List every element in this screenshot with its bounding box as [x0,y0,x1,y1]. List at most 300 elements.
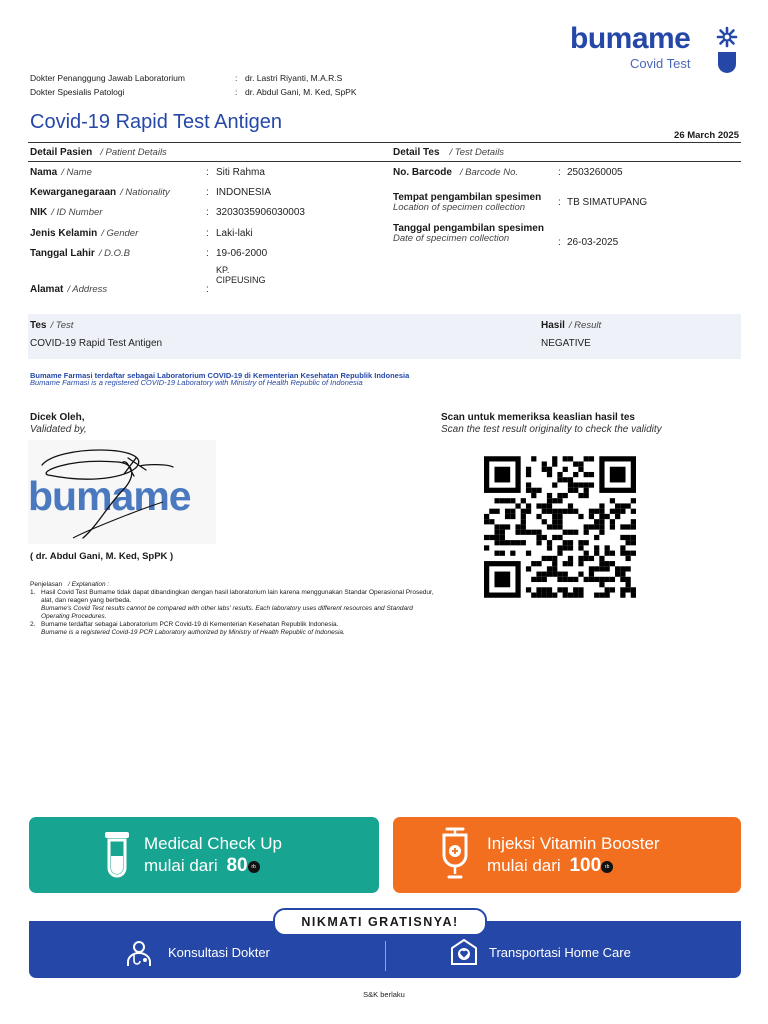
qr-module [578,593,583,598]
qr-module [552,561,557,566]
patient-heading [30,147,167,158]
field-label: Jenis Kelamin [30,228,98,239]
qr-module [531,493,536,498]
qr-module [563,477,568,482]
doctor-label: Dokter Spesialis Patologi [30,87,125,97]
qr-module [542,577,547,582]
vitamin-promo-card[interactable] [393,817,741,893]
test-tube-icon [715,26,739,74]
list-item [30,589,435,621]
qr-module [521,524,526,529]
brand-name: bumame [570,22,691,55]
qr-module [552,498,557,503]
qr-module [578,493,583,498]
qr-module [584,456,589,461]
qr-module [552,456,557,461]
qr-module [631,593,636,598]
qr-module [589,566,594,571]
qr-module [589,456,594,461]
field-collection-date [393,224,558,244]
note-text-en: Bumame is a registered Covid-19 PCR Laboratory authorized by Ministry of Health Republic of Indonesia. [41,629,345,636]
qr-module [552,593,557,598]
qr-module [568,509,573,514]
qr-module [542,587,547,592]
note-text: Hasil Covid Test Bumame tidak dapat dibandingkan dengan hasil laboratorium lain karena menggunakan Standar Operasional Prosedur, alat, dan reagen yang berbeda. [41,589,434,604]
qr-module [526,587,531,592]
field-value: 26-03-2025 [567,237,619,248]
qr-module [531,456,536,461]
result-test-label: Tes [30,320,47,331]
qr-module [615,503,620,508]
qr-module [599,556,604,561]
qr-module [589,572,594,577]
qr-module [573,472,578,477]
qr-module [521,498,526,503]
note-text-en: Bumame's Covid Test results cannot be compared with other labs' results. Each laboratory uses different resources and Standard Operating Procedures. [41,605,413,620]
qr-module [542,572,547,577]
qr-module [568,530,573,535]
qr-module [563,572,568,577]
qr-module [631,524,636,529]
iv-bag-icon [438,827,472,883]
qr-module [526,566,531,571]
vitamin-price: 100 [569,855,602,876]
field-label: NIK [30,207,48,218]
price-unit-badge: rb [601,861,613,873]
qr-module [536,572,541,577]
qr-module [578,467,583,472]
qr-module [589,514,594,519]
qr-module [568,482,573,487]
qr-module [552,556,557,561]
field-label-en: Date of specimen collection [393,233,510,244]
qr-module [584,488,589,493]
qr-module [494,572,510,588]
brand-sub: Covid Test [630,56,691,71]
vitamin-title: Injeksi Vitamin Booster [487,834,660,853]
qr-module [510,551,515,556]
qr-module [557,498,562,503]
result-test-value: COVID-19 Rapid Test Antigen [30,338,163,349]
colon: : [206,167,209,178]
qr-module [568,561,573,566]
qr-module [568,540,573,545]
qr-module [536,593,541,598]
result-panel [28,314,741,359]
field-label: No. Barcode [393,167,452,178]
notes-heading [30,581,109,589]
qr-module [631,535,636,540]
field-label: Nama [30,167,58,178]
qr-module [631,540,636,545]
qr-module [626,551,631,556]
qr-module [626,587,631,592]
qr-module [563,561,568,566]
qr-module [494,509,499,514]
notes-heading-label: Penjelasan [30,581,63,588]
qr-module [626,503,631,508]
qr-module [568,488,573,493]
field-nik [30,207,102,218]
qr-module [557,545,562,550]
qr-module [578,461,583,466]
qr-module [484,545,489,550]
qr-module [547,467,552,472]
qr-module [563,493,568,498]
colon: : [235,87,238,97]
qr-module [615,572,620,577]
qr-module [568,556,573,561]
qr-module [552,572,557,577]
qr-module [578,482,583,487]
colon: : [558,237,561,248]
qr-module [500,535,505,540]
mcu-price: 80 [226,855,248,876]
qr-module [505,540,510,545]
divider [385,941,386,971]
qr-module [557,472,562,477]
qr-module [536,535,541,540]
result-value: NEGATIVE [541,338,591,349]
qr-module [584,551,589,556]
validated-label: Dicek Oleh, [30,412,85,423]
field-label-en: / Address [67,284,108,295]
qr-module [557,509,562,514]
qr-module [620,593,625,598]
qr-module [578,587,583,592]
qr-module [599,514,604,519]
qr-module [563,509,568,514]
qr-module [626,582,631,587]
field-value: 3203035906030003 [216,207,305,218]
note-text: Bumame terdaftar sebagai Laboratorium PCR Covid-19 di Kementerian Kesehatan Republik Indonesia. [41,621,339,628]
qr-module [547,587,552,592]
qr-module [610,551,615,556]
test-heading [393,147,504,158]
validated-label-en: Validated by, [30,424,87,435]
qr-module [620,524,625,529]
qr-module [589,556,594,561]
qr-module [578,572,583,577]
qr-module [515,530,520,535]
qr-module [589,577,594,582]
list-item [30,621,435,637]
qr-module [542,467,547,472]
colon: : [558,167,561,178]
qr-module [494,535,499,540]
qr-module [584,577,589,582]
qr-module [615,509,620,514]
qr-module [515,503,520,508]
qr-module [631,551,636,556]
field-label-en: / D.O.B [98,248,130,259]
qr-module [526,482,531,487]
qr-module [547,572,552,577]
qr-module [542,556,547,561]
result-heading [541,320,601,331]
qr-module [599,566,604,571]
qr-module [531,530,536,535]
qr-module [578,561,583,566]
field-label: Tanggal Lahir [30,248,95,259]
qr-module [626,540,631,545]
field-gender [30,228,138,239]
qr-module [552,482,557,487]
qr-module [605,577,610,582]
patient-heading-label-en: / Patient Details [100,147,167,158]
qr-module [563,456,568,461]
colon: : [206,284,209,295]
colon: : [235,73,238,83]
qr-module [547,540,552,545]
registration-en: Bumame Farmasi is a registered COVID-19 Laboratory with Ministry of Health Republic of Indonesia [30,378,363,387]
field-label: Alamat [30,284,64,295]
mcu-promo-card[interactable] [29,817,379,893]
qr-module [620,545,625,550]
test-heading-label-en: / Test Details [449,147,505,158]
qr-module [620,535,625,540]
qr-module [536,540,541,545]
field-dob [30,248,130,259]
qr-module [494,540,499,545]
qr-module [521,519,526,524]
qr-module [594,566,599,571]
result-test-label-en: / Test [50,320,74,331]
qr-module [605,551,610,556]
qr-module [584,482,589,487]
doctor-label: Dokter Penanggung Jawab Laboratorium [30,73,185,83]
qr-module [563,587,568,592]
qr-module [620,509,625,514]
qr-module [521,514,526,519]
qr-module [510,509,515,514]
qr-module [531,593,536,598]
qr-module [536,561,541,566]
field-value: INDONESIA [216,187,272,198]
field-value: Siti Rahma [216,167,265,178]
qr-module [500,530,505,535]
signature-stamp [28,440,216,544]
field-label: Kewarganegaraan [30,187,117,198]
qr-module [584,556,589,561]
qr-module [547,593,552,598]
qr-module [494,467,510,483]
price-unit-badge: rb [248,861,260,873]
qr-module [494,530,499,535]
qr-module [620,551,625,556]
qr-module [557,535,562,540]
qr-module [552,535,557,540]
qr-module [526,472,531,477]
qr-module [542,519,547,524]
qr-module [505,509,510,514]
report-date: 26 March 2025 [674,130,739,141]
qr-module [626,556,631,561]
qr-module [584,540,589,545]
vitamin-price-line [487,855,613,877]
qr-module [573,593,578,598]
qr-module [578,556,583,561]
qr-module [578,540,583,545]
field-location [393,193,541,213]
qr-module [610,519,615,524]
qr-module [584,472,589,477]
qr-module [599,509,604,514]
qr-module [552,566,557,571]
doctor-value: dr. Abdul Gani, M. Ked, SpPK [245,87,357,97]
qr-module [536,587,541,592]
qr-module [563,577,568,582]
qr-module [494,551,499,556]
qr-module [584,524,589,529]
qr-module [589,482,594,487]
field-value: 2503260005 [567,167,623,178]
qr-module [578,545,583,550]
qr-module [557,587,562,592]
qr-module [594,519,599,524]
qr-module [547,524,552,529]
home-care-icon [449,937,479,967]
qr-module [547,566,552,571]
qr-module [610,524,615,529]
field-label: Tempat pengambilan spesimen [393,192,542,203]
terms-text: S&K berlaku [363,990,405,999]
qr-module [626,524,631,529]
qr-module [594,551,599,556]
qr-module [631,519,636,524]
qr-module [557,493,562,498]
notes-list [30,589,435,637]
qr-module [557,577,562,582]
qr-module [557,524,562,529]
qr-module [568,503,573,508]
qr-module [605,587,610,592]
qr-module [589,524,594,529]
qr-module [568,593,573,598]
qr-module [589,472,594,477]
qr-module [531,577,536,582]
qr-module [568,456,573,461]
vitamin-from-text: mulai dari [487,856,561,875]
colon: : [206,207,209,218]
qr-module [594,593,599,598]
colon: : [558,197,561,208]
mcu-title: Medical Check Up [144,834,282,853]
qr-module [526,467,531,472]
doctor-value: dr. Lastri Riyanti, M.A.R.S [245,73,343,83]
qr-module [610,587,615,592]
qr-module [521,530,526,535]
qr-module [563,545,568,550]
result-label: Hasil [541,320,565,331]
qr-module [610,509,615,514]
free-banner: NIKMATI GRATISNYA! [273,908,487,936]
qr-module [494,498,499,503]
qr-module [531,488,536,493]
field-label-en: Location of specimen collection [393,202,526,213]
qr-module [536,577,541,582]
qr-module [526,503,531,508]
qr-module [620,503,625,508]
stamp-brand-text: bumame [28,473,191,519]
qr-module [557,514,562,519]
notes-heading-label-en: / Explanation : [67,581,110,588]
qr-module [489,509,494,514]
qr-module [521,509,526,514]
qr-module [557,477,562,482]
transport-label: Transportasi Home Care [489,945,631,960]
qr-module [620,572,625,577]
qr-module [526,530,531,535]
qr-module [605,561,610,566]
qr-module [573,530,578,535]
result-test-heading [30,320,73,331]
qr-module [573,461,578,466]
qr-module [610,561,615,566]
test-heading-label: Detail Tes [393,147,440,158]
qr-module [605,514,610,519]
page-title: Covid-19 Rapid Test Antigen [30,111,283,133]
field-barcode [393,167,518,178]
qr-module [573,488,578,493]
field-label-en: / Name [61,167,92,178]
field-label-en: / Gender [101,228,139,239]
qr-module [594,545,599,550]
qr-module [610,498,615,503]
qr-module [552,514,557,519]
qr-module [563,467,568,472]
qr-code[interactable] [484,456,636,598]
qr-module [510,514,515,519]
signer-name: ( dr. Abdul Gani, M. Ked, SpPK ) [30,551,174,562]
qr-module [552,509,557,514]
qr-module [547,472,552,477]
mcu-from-text: mulai dari [144,856,218,875]
qr-module [500,551,505,556]
qr-module [557,572,562,577]
field-value: TB SIMATUPANG [567,197,648,208]
qr-module [620,577,625,582]
qr-module [631,498,636,503]
qr-module [599,524,604,529]
result-label-en: / Result [568,320,602,331]
qr-module [552,524,557,529]
qr-module [489,535,494,540]
qr-module [510,498,515,503]
test-tube-icon [102,830,132,880]
qr-module [568,477,573,482]
brand-logo [570,22,740,77]
qr-module [526,509,531,514]
qr-module [599,577,604,582]
qr-module [536,503,541,508]
qr-module [536,488,541,493]
qr-module [526,488,531,493]
qr-module [594,577,599,582]
field-value: KP. CIPEUSING [216,265,266,285]
qr-module [505,524,510,529]
qr-module [515,524,520,529]
field-label-en: / Nationality [120,187,170,198]
qr-module [578,514,583,519]
qr-module [484,535,489,540]
field-address [30,284,107,295]
qr-module [605,545,610,550]
qr-module [547,503,552,508]
qr-module [573,577,578,582]
field-value: Laki-laki [216,228,253,239]
note-number: 1. [30,589,36,596]
